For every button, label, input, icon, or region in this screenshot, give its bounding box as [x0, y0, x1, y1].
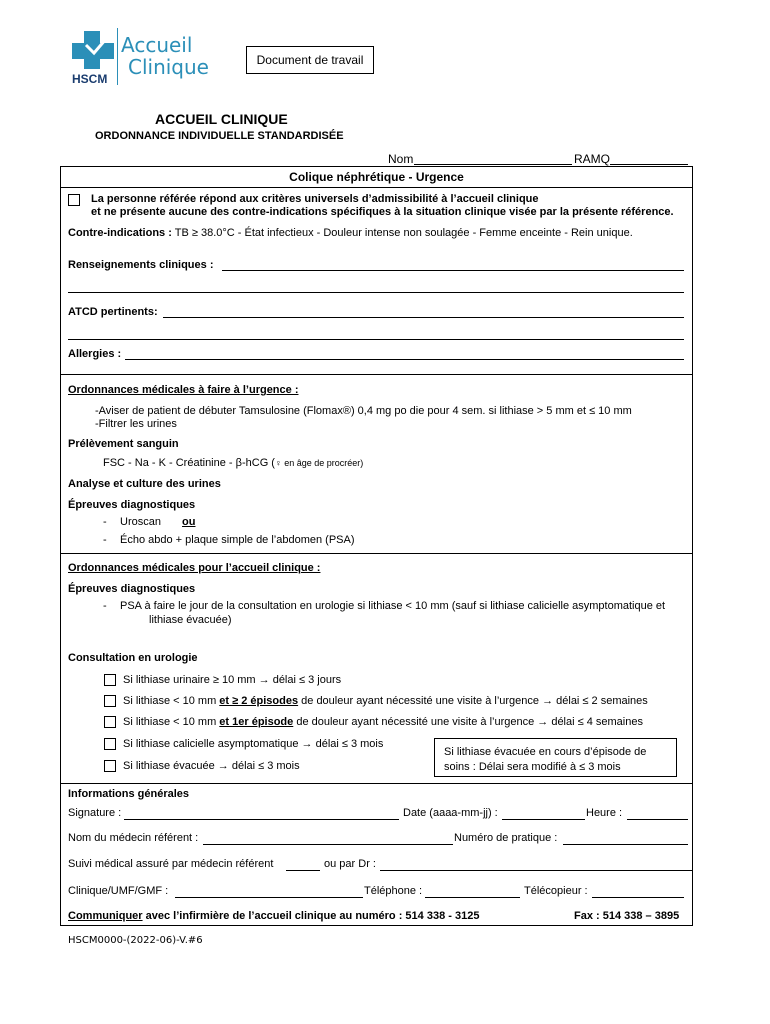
psa-line2: lithiase évacuée) [149, 614, 232, 626]
telecopieur-label: Télécopieur : [524, 885, 588, 897]
c3-part-b: et 1er épisode [219, 716, 294, 728]
contra-indications [68, 227, 633, 239]
consult-option-3-checkbox[interactable] [104, 716, 116, 728]
consult-option-1: Si lithiase urinaire ≥ 10 mm → délai ≤ 3 jours [123, 674, 342, 686]
atcd-field-2[interactable] [68, 339, 684, 340]
page-title: ACCUEIL CLINIQUE [155, 111, 288, 127]
consult-option-5: Si lithiase évacuée → délai ≤ 3 mois [123, 760, 300, 772]
uroscan-item: - Uroscan ou [103, 516, 196, 528]
allergies-label: Allergies : [68, 348, 122, 360]
contact-line [68, 910, 479, 922]
heure-field[interactable] [627, 819, 688, 820]
dr-field[interactable] [380, 870, 693, 871]
heure-label: Heure : [586, 807, 623, 819]
consult-option-4: Si lithiase calicielle asymptomatique → délai ≤ 3 mois [123, 738, 384, 750]
suivi-field[interactable] [286, 870, 320, 871]
criteria-line1: La personne référée répond aux critères universels d’admissibilité à l’accueil clinique [91, 193, 539, 205]
atcd-field[interactable] [163, 317, 684, 318]
consult-option-1-checkbox[interactable] [104, 674, 116, 686]
criteria-line2: et ne présente aucune des contre-indications spécifiques à la situation clinique visée par la présente référence. [91, 206, 674, 218]
prelevement-note: ♀ en âge de procréer) [274, 458, 364, 468]
prelevement-label: Prélèvement sanguin [68, 438, 179, 450]
consult-option-2-checkbox[interactable] [104, 695, 116, 707]
signature-field[interactable] [124, 819, 399, 820]
psa-line1: - PSA à faire le jour de la consultation en urologie si lithiase < 10 mm (sauf si lithiase calicielle asymptomatique et [103, 600, 666, 612]
medecin-field[interactable] [203, 844, 453, 845]
ou-text: ou [182, 516, 196, 528]
ou-dr-label: ou par Dr : [324, 858, 376, 870]
uroscan-text: Uroscan [120, 516, 161, 528]
date-field[interactable] [502, 819, 585, 820]
renseignements-field-2[interactable] [68, 292, 684, 293]
nom-field[interactable] [414, 164, 572, 165]
analyse-label: Analyse et culture des urines [68, 478, 221, 490]
consult-option-4-checkbox[interactable] [104, 738, 116, 750]
clinique-label: Clinique/UMF/GMF : [68, 885, 169, 897]
suivi-label: Suivi médical assuré par médecin référent [68, 858, 274, 870]
contra-text: TB ≥ 38.0°C - État infectieux - Douleur intense non soulagée - Femme enceinte - Rein unique. [174, 227, 633, 239]
allergies-field[interactable] [125, 359, 684, 360]
logo [68, 25, 208, 90]
pratique-label: Numéro de pratique : [454, 832, 558, 844]
urgence-line1: -Aviser de patient de débuter Tamsulosine (Flomax®) 0,4 mg po die pour 4 sem. si lithiase > 5 mm et ≤ 10 mm [95, 405, 632, 417]
footer-code: HSCM0000-(2022-06)-V.#6 [68, 935, 203, 946]
logo-word-clinique: Clinique [128, 55, 209, 79]
note-line-2: soins : Délai sera modifié à ≤ 3 mois [444, 761, 621, 773]
renseignements-label: Renseignements cliniques : [68, 259, 214, 271]
consult-option-2 [123, 695, 648, 707]
accueil-heading: Ordonnances médicales pour l’accueil clinique : [68, 562, 321, 574]
note-box [434, 738, 677, 777]
c3-part-c: de douleur ayant nécessité une visite à l’urgence → délai ≤ 4 semaines [293, 716, 643, 728]
info-label: Informations générales [68, 788, 190, 800]
ramq-label: RAMQ [574, 152, 610, 166]
urgence-line2: -Filtrer les urines [95, 418, 177, 430]
telecopieur-field[interactable] [592, 897, 684, 898]
consult-label: Consultation en urologie [68, 652, 198, 664]
epreuves-label: Épreuves diagnostiques [68, 499, 196, 511]
logo-word-accueil: Accueil [121, 33, 193, 57]
urgence-heading: Ordonnances médicales à faire à l’urgence : [68, 384, 299, 396]
criteria-checkbox[interactable] [68, 194, 80, 206]
ramq-field[interactable] [610, 164, 688, 165]
pratique-field[interactable] [563, 844, 688, 845]
echo-text: Écho abdo + plaque simple de l’abdomen (PSA) [120, 534, 355, 546]
fax-line: Fax : 514 338 – 3895 [574, 910, 680, 922]
consult-option-5-checkbox[interactable] [104, 760, 116, 772]
logo-org: HSCM [72, 72, 108, 86]
contact-text: avec l’infirmière de l’accueil clinique au numéro : 514 338 - 3125 [142, 910, 480, 922]
nom-label: Nom [388, 152, 414, 166]
renseignements-field[interactable] [222, 270, 684, 271]
psa-text-1: PSA à faire le jour de la consultation en urologie si lithiase < 10 mm (sauf si lithiase calicielle asymptomatique et [120, 600, 666, 612]
consult-option-3 [123, 716, 643, 728]
document-status-box: Document de travail [246, 46, 374, 74]
prelevement-text [103, 457, 363, 469]
c2-part-a: Si lithiase < 10 mm [123, 695, 220, 707]
hscm-cross-icon [70, 27, 118, 71]
note-line-1: Si lithiase évacuée en cours d’épisode de [444, 746, 647, 758]
telephone-field[interactable] [425, 897, 520, 898]
c3-part-a: Si lithiase < 10 mm [123, 716, 220, 728]
date-label: Date (aaaa-mm-jj) : [403, 807, 498, 819]
atcd-label: ATCD pertinents: [68, 306, 158, 318]
medecin-label: Nom du médecin référent : [68, 832, 199, 844]
epreuves2-label: Épreuves diagnostiques [68, 583, 196, 595]
contact-verb: Communiquer [68, 910, 143, 922]
clinique-field[interactable] [175, 897, 363, 898]
page-subtitle: ORDONNANCE INDIVIDUELLE STANDARDISÉE [95, 130, 344, 142]
prelevement-tests: FSC - Na - K - Créatinine - β-hCG ( [103, 457, 275, 469]
c2-part-b: et ≥ 2 épisodes [219, 695, 299, 707]
telephone-label: Téléphone : [364, 885, 423, 897]
section-title: Colique néphrétique - Urgence [289, 170, 464, 184]
contra-label: Contre-indications : [68, 227, 172, 239]
signature-label: Signature : [68, 807, 122, 819]
c2-part-c: de douleur ayant nécessité une visite à l’urgence → délai ≤ 2 semaines [298, 695, 648, 707]
echo-item: - Écho abdo + plaque simple de l’abdomen (PSA) [103, 534, 355, 546]
